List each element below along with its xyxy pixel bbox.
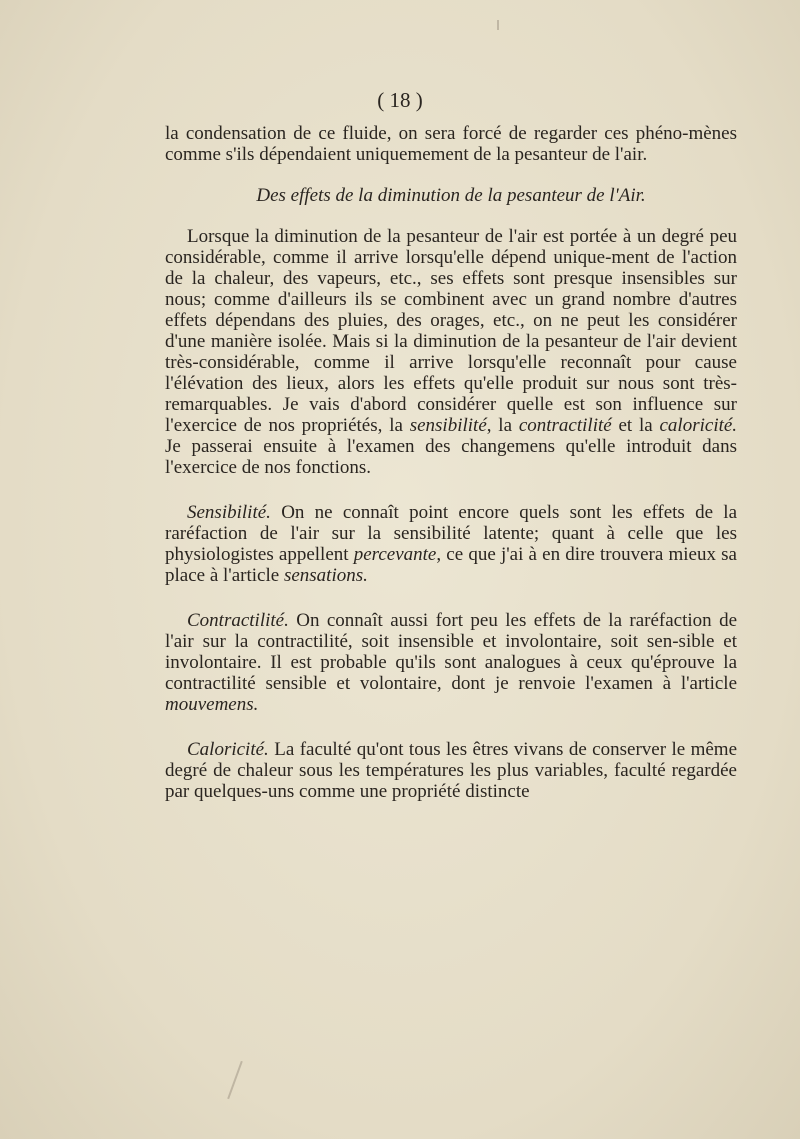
term-sensibilite: sensibilité: [409, 415, 487, 436]
page-number: ( 18 ): [377, 88, 423, 112]
paragraph-contractilite: [165, 610, 737, 715]
paragraph-text: , la: [486, 415, 513, 436]
page-body: [165, 123, 737, 802]
paper-speck: [497, 20, 499, 30]
paragraph-label: Caloricité.: [187, 739, 269, 760]
term-mouvemens: mouvemens.: [165, 694, 259, 715]
paragraph-text: On connaît aussi fort peu les effets de la raréfaction de l'air sur la contractilité, soit insensible et involontaire, soit sen-sible et involontaire. Il est probable qu'ils sont analogues à ceux qu'éprouve la contractilité sensible et volontaire, dont je renvoie l'examen à l'article: [165, 610, 738, 694]
term-caloricite: caloricité.: [659, 415, 738, 436]
term-percevante: percevante: [353, 544, 437, 565]
paragraph-text: et la: [618, 415, 653, 436]
paragraph-text: La faculté qu'ont tous les êtres vivans de conserver le même degré de chaleur sous les températures les plus variables, faculté regardée par quelques-uns comme une propriété distincte: [165, 739, 738, 802]
paragraph-text: la: [389, 415, 403, 436]
term-sensations: sensations.: [283, 565, 368, 586]
paragraph-label: Sensibilité.: [187, 502, 271, 523]
paragraph-text: Lorsque la diminution de la pesanteur de l'air est portée à un degré peu considérable, comme il arrive lorsqu'elle dépend unique-ment de l'action de la chaleur, des vapeurs, etc., ses effets sont presque insensibles sur nous; comme d'ailleurs ils se combinent avec un grand nombre d'autres effets dépendans des pluies, des orages, etc., on ne peut les considérer d'une manière isolée. Mais si la diminution de la pesanteur de l'air devient très-considérable, comme il arrive lorsqu'elle reconnaît pour cause l'élévation des lieux, alors les effets qu'elle produit sur nous sont très-remarquables. Je vais d'abord considérer quelle est son influence sur l'exercice de nos propriétés,: [165, 226, 737, 436]
term-contractilite: contractilité: [518, 415, 612, 436]
paragraph-text: On ne connaît point encore quels sont les effets de la raréfaction de l'air sur la sensibilité latente; quant à celle que les physiologistes appellent: [165, 502, 738, 565]
paragraph-text: Je passerai ensuite à l'examen des changemens qu'elle introduit dans l'exercice de nos fonctions.: [165, 436, 737, 478]
paragraph-sensibilite: [165, 502, 737, 586]
paragraph-text: , ce que j'ai à en dire trouvera mieux sa place à l'article: [165, 544, 737, 586]
section-heading: Des effets de la diminution de la pesanteur de l'Air.: [256, 185, 646, 206]
paper-speck: [227, 1061, 243, 1099]
paragraph-caloricite: [165, 739, 737, 802]
continuation-paragraph: la condensation de ce fluide, on sera forcé de regarder ces phéno-mènes comme s'ils dépendaient uniquemement de la pesanteur de l'air.: [165, 123, 737, 165]
paragraph-intro: [165, 226, 737, 478]
paragraph-label: Contractilité.: [187, 610, 289, 631]
